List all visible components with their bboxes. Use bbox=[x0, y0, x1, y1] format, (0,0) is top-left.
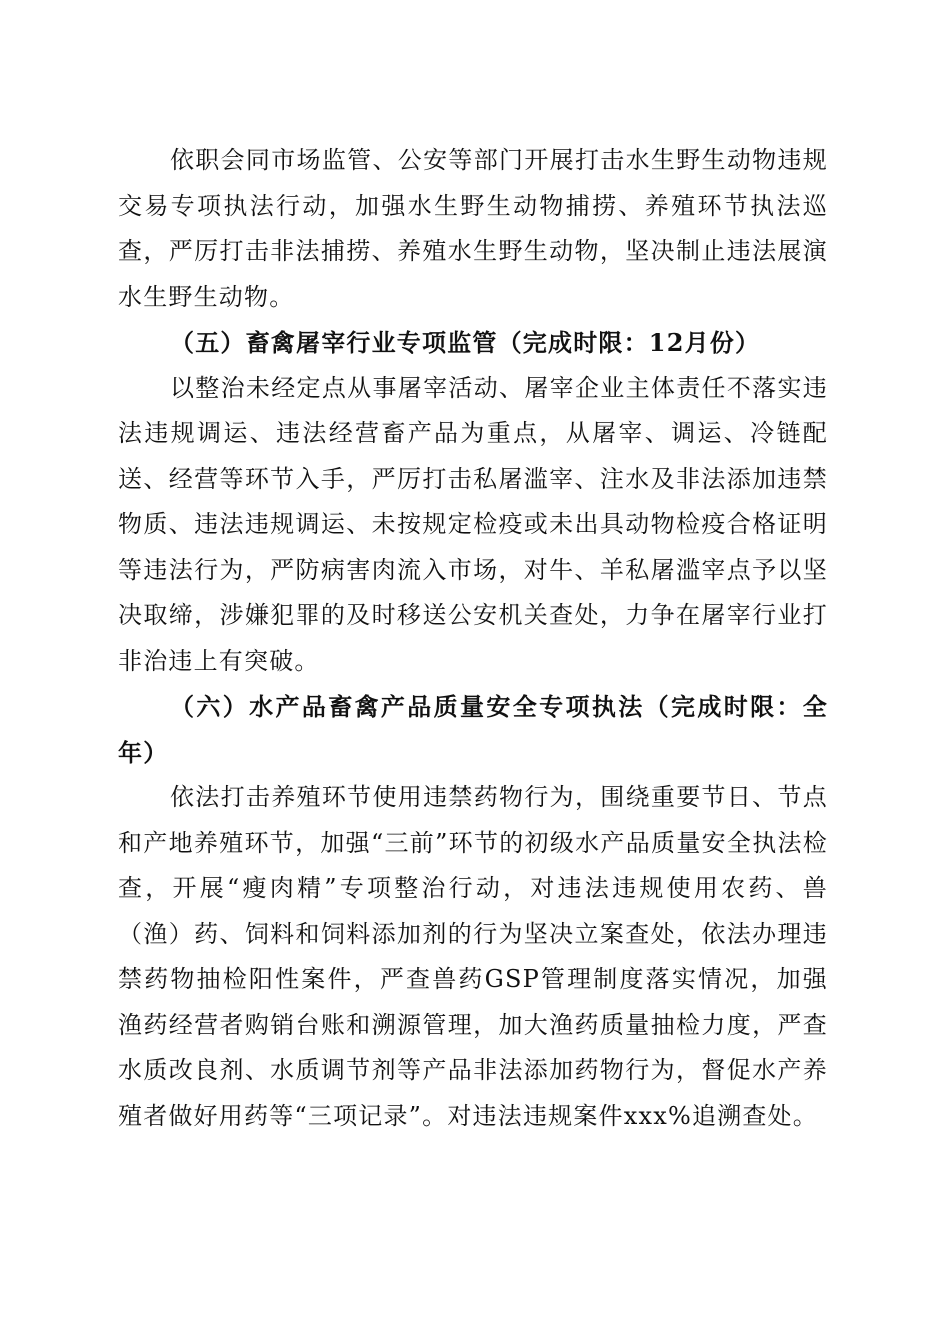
paragraph-slaughter-supervision: 以整治未经定点从事屠宰活动、屠宰企业主体责任不落实违法违规调运、违法经营畜产品为重点，从屠宰、调运、冷链配送、经营等环节入手，严厉打击私屠滥宰、注水及非法添加违禁物质、违法违规调运、未按规定检疫或未出具动物检疫合格证明等违法行为，严防病害肉流入市场，对牛、羊私屠滥宰点予以坚决取缔，涉嫌犯罪的及时移送公安机关查处，力争在屠宰行业打非治违上有突破。 bbox=[118, 373, 828, 675]
section-heading-slaughter-supervision: （五）畜禽屠宰行业专项监管（完成时限：12月份） bbox=[170, 328, 761, 357]
section-heading-product-quality-safety: （六）水产品畜禽产品质量安全专项执法（完成时限：全年） bbox=[118, 692, 828, 767]
document-body bbox=[118, 138, 828, 1139]
paragraph-product-quality-safety: 依法打击养殖环节使用违禁药物行为，围绕重要节日、节点和产地养殖环节，加强“三前”环节的初级水产品质量安全执法检查，开展“瘦肉精”专项整治行动，对违法违规使用农药、兽（渔）药、饲料和饲料添加剂的行为坚决立案查处，依法办理违禁药物抽检阳性案件，严查兽药GSP管理制度落实情况，加强渔药经营者购销台账和溯源管理，加大渔药质量抽检力度，严查水质改良剂、水质调节剂等产品非法添加药物行为，督促水产养殖者做好用药等“三项记录”。对违法违规案件xxx%追溯查处。 bbox=[118, 783, 828, 1130]
paragraph-wildlife-enforcement: 依职会同市场监管、公安等部门开展打击水生野生动物违规交易专项执法行动，加强水生野生动物捕捞、养殖环节执法巡查，严厉打击非法捕捞、养殖水生野生动物，坚决制止违法展演水生野生动物。 bbox=[118, 146, 828, 311]
